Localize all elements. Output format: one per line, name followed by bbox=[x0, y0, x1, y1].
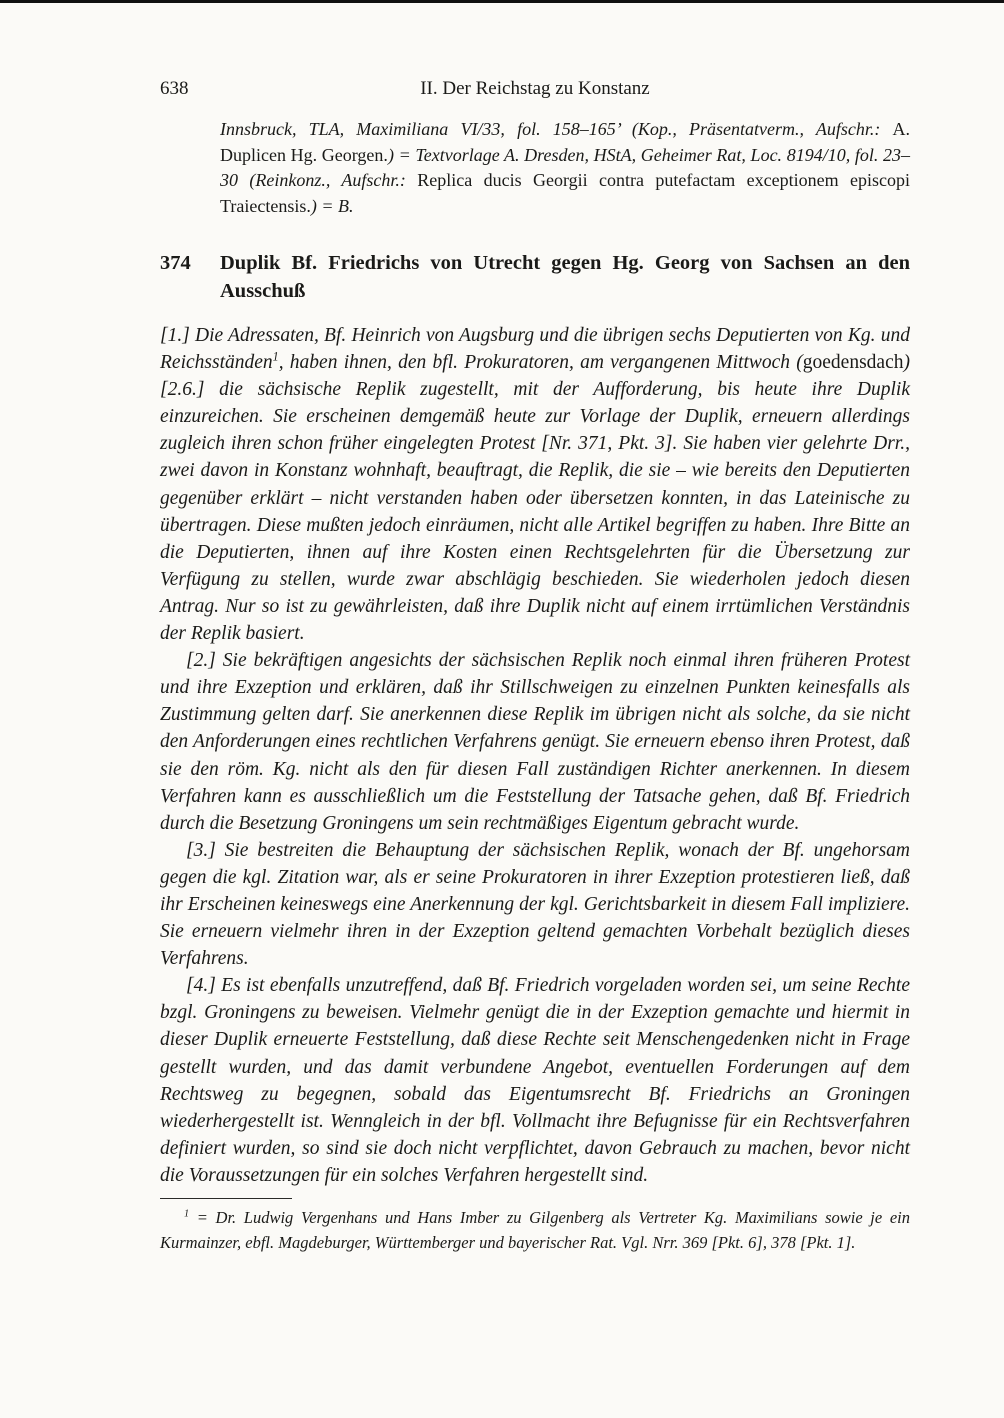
scan-edge-artifact bbox=[0, 0, 1004, 3]
paragraph-1 bbox=[160, 322, 910, 647]
entry-title: Duplik Bf. Friedrichs von Utrecht gegen Hg. Georg von Sachsen an den Ausschuß bbox=[220, 252, 910, 302]
source-note bbox=[220, 117, 910, 219]
paragraph-1-text: ) [2.6.] die sächsische Replik zugestellt, mit der Aufforderung, bis heute ihre Duplik einzureichen. Sie erscheinen demgemäß heute zur Vorlage der Duplik, erneuern allerdings zugleich ihren schon früher eingelegten Protest [Nr. 371, Pkt. 3]. Sie haben vier gelehrte Drr., zwei davon in Konstanz wohnhaft, beauftragt, die Replik, die sie – wie bereits den Deputierten gegenüber erklärt – nicht verstanden haben oder übersetzen konnten, in das Lateinische zu übertragen. Diese mußten jedoch einräumen, nicht alle Artikel begriffen zu haben. Ihre Bitte an die Deputierten, ihnen auf ihre Kosten einen Rechtsgelehrten für die Übersetzung zur Verfügung zu stellen, wurde zwar abschlägig beschieden. Sie wiederholen jedoch diesen Antrag. Nur so ist zu gewährleisten, daß ihre Duplik nicht auf einem irrtümlichen Verständnis der Replik basiert. bbox=[160, 352, 910, 645]
paragraph-1-text: [1.] Die Adressaten, Bf. Heinrich von Augsburg und die übrigen sechs Deputierten von Kg. und Reichsständen bbox=[160, 325, 910, 374]
source-note-archival-title: Replica ducis Georgii contra putefactam exceptionem episcopi Traiectensis. bbox=[220, 170, 910, 216]
paragraph-3: [3.] Sie bestreiten die Behauptung der sächsischen Replik, wonach der Bf. ungehorsam gegen die kgl. Zitation war, als er seine Prokuratoren in ihrer Exzeption protestieren ließ, daß ihr Erscheinen keineswegs eine Anerkennung der kgl. Gerichtsbarkeit in diesem Fall impliziere. Sie erneuern vielmehr ihren in der Exzeption geltend gemachten Vorbehalt bezüglich dieses Verfahrens. bbox=[160, 839, 910, 970]
text-column bbox=[160, 76, 910, 1189]
page-number: 638 bbox=[160, 78, 189, 99]
footnote-area bbox=[160, 1198, 910, 1255]
running-title: II. Der Reichstag zu Konstanz bbox=[420, 78, 650, 99]
regest-body bbox=[160, 322, 910, 1189]
source-note-segment: ) = B. bbox=[310, 195, 354, 216]
footnote-separator-rule bbox=[160, 1198, 292, 1199]
footnote-1-marker: 1 bbox=[184, 1208, 190, 1220]
entry-heading bbox=[160, 249, 910, 305]
footnote-reference-1: 1 bbox=[272, 349, 279, 364]
source-note-segment: Innsbruck, TLA, Maximiliana VI/33, fol. 158–165’ (Kop., Präsentatverm., Aufschr.: bbox=[220, 119, 893, 139]
footnote-1-text: = Dr. Ludwig Vergenhans und Hans Imber zu Gilgenberg als Vertreter Kg. Maximilians sowie je ein Kurmainzer, ebfl. Magdeburger, Württemberger und bayerischer Rat. Vgl. Nrr. 369 [Pkt. 6], 378 [Pkt. 1]. bbox=[160, 1208, 910, 1252]
paragraph-4: [4.] Es ist ebenfalls unzutreffend, daß Bf. Friedrich vorgeladen worden sei, um seine Rechte bzgl. Groningens zu beweisen. Vielmehr genügt die in der Exzeption gemachte und hiermit in dieser Duplik erneuerte Feststellung, daß diese Rechte seit Menschengedenken nicht in Frage gestellt wurden, und das damit verbundene Angebot, eventuellen Forderungen auf dem Rechtsweg zu begegnen, sobald das Eigentumsrecht Bf. Friedrichs an Groningen wiederhergestellt ist. Wenngleich in der bfl. Vollmacht ihre Befugnisse für ein Rechtsverfahren definiert wurden, so sind sie doch nicht verpflichtet, davon Gebrauch zu machen, bevor nicht die Voraussetzungen für ein solches Verfahren hergestellt sind. bbox=[160, 975, 910, 1186]
running-header bbox=[160, 76, 910, 102]
paragraph-1-text: , haben ihnen, den bfl. Prokuratoren, am vergangenen Mittwoch ( bbox=[278, 352, 803, 374]
footnote-1 bbox=[160, 1206, 910, 1255]
paragraph-1-vernacular-term: goedensdach bbox=[802, 352, 904, 374]
source-note-archival-title: A. Duplicen Hg. Georgen. bbox=[220, 119, 910, 165]
entry-number: 374 bbox=[160, 252, 191, 274]
source-note-segment: ) = Textvorlage A. Dresden, HStA, Geheimer Rat, Loc. 8194/10, fol. 23–30 (Reinkonz., Aufschr.: bbox=[220, 144, 911, 190]
paragraph-2: [2.] Sie bekräftigen angesichts der sächsischen Replik noch einmal ihren früheren Protest und ihre Exzeption und erklären, daß ihr Stillschweigen zu einzelnen Punkten keinesfalls als Zustimmung gelten darf. Sie anerkennen diese Replik im übrigen nicht als solche, da sie nicht den Anforderungen eines rechtlichen Verfahrens genügt. Sie erneuern ebenso ihren Protest, daß sie den röm. Kg. nicht als den für diesen Fall zuständigen Richter anerkennen. In diesem Verfahren kann es ausschließlich um die Feststellung der Tatsache gehen, daß Bf. Friedrich durch die Besetzung Groningens um sein rechtmäßiges Eigentum gebracht wurde. bbox=[160, 650, 910, 834]
